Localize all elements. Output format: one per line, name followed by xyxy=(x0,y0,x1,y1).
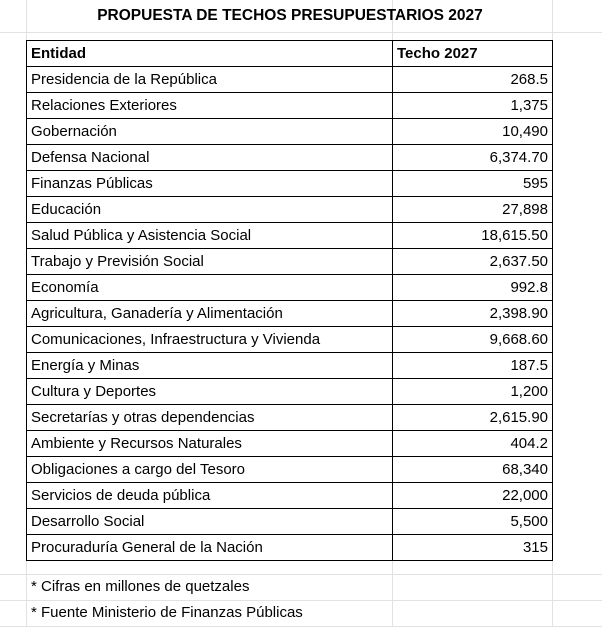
table-row xyxy=(27,119,553,145)
cell-value[interactable]: 1,375 xyxy=(393,93,553,119)
cell-value[interactable]: 5,500 xyxy=(393,509,553,535)
cell-entity[interactable]: Educación xyxy=(27,197,393,223)
column-header-entity[interactable]: Entidad xyxy=(27,41,393,67)
table-row xyxy=(27,197,553,223)
cell-entity[interactable]: Obligaciones a cargo del Tesoro xyxy=(27,457,393,483)
grid-line xyxy=(0,574,602,575)
cell-entity[interactable]: Presidencia de la República xyxy=(27,67,393,93)
table-row xyxy=(27,275,553,301)
table-row xyxy=(27,249,553,275)
header-row xyxy=(27,41,553,67)
cell-entity[interactable]: Relaciones Exteriores xyxy=(27,93,393,119)
grid-line xyxy=(0,600,602,601)
cell-value[interactable]: 10,490 xyxy=(393,119,553,145)
table-row xyxy=(27,353,553,379)
table-row xyxy=(27,509,553,535)
cell-entity[interactable]: Servicios de deuda pública xyxy=(27,483,393,509)
cell-entity[interactable]: Agricultura, Ganadería y Alimentación xyxy=(27,301,393,327)
cell-value[interactable]: 315 xyxy=(393,535,553,561)
table-row xyxy=(27,171,553,197)
cell-value[interactable]: 2,615.90 xyxy=(393,405,553,431)
cell-value[interactable]: 268.5 xyxy=(393,67,553,93)
cell-entity[interactable]: Cultura y Deportes xyxy=(27,379,393,405)
cell-value[interactable]: 22,000 xyxy=(393,483,553,509)
table-row xyxy=(27,223,553,249)
grid-line xyxy=(0,32,602,33)
cell-value[interactable]: 595 xyxy=(393,171,553,197)
cell-value[interactable]: 2,637.50 xyxy=(393,249,553,275)
cell-value[interactable]: 187.5 xyxy=(393,353,553,379)
table-row xyxy=(27,431,553,457)
table-row xyxy=(27,67,553,93)
cell-entity[interactable]: Trabajo y Previsión Social xyxy=(27,249,393,275)
cell-value[interactable]: 2,398.90 xyxy=(393,301,553,327)
cell-value[interactable]: 404.2 xyxy=(393,431,553,457)
cell-entity[interactable]: Desarrollo Social xyxy=(27,509,393,535)
cell-value[interactable]: 68,340 xyxy=(393,457,553,483)
cell-entity[interactable]: Gobernación xyxy=(27,119,393,145)
table-row xyxy=(27,327,553,353)
table-row xyxy=(27,457,553,483)
cell-value[interactable]: 992.8 xyxy=(393,275,553,301)
note-source[interactable]: * Fuente Ministerio de Finanzas Públicas xyxy=(31,604,303,621)
table-row xyxy=(27,379,553,405)
cell-entity[interactable]: Finanzas Públicas xyxy=(27,171,393,197)
cell-entity[interactable]: Economía xyxy=(27,275,393,301)
cell-entity[interactable]: Defensa Nacional xyxy=(27,145,393,171)
cell-entity[interactable]: Ambiente y Recursos Naturales xyxy=(27,431,393,457)
cell-value[interactable]: 6,374.70 xyxy=(393,145,553,171)
table-row xyxy=(27,405,553,431)
cell-entity[interactable]: Secretarías y otras dependencias xyxy=(27,405,393,431)
budget-table xyxy=(26,40,553,561)
column-header-value[interactable]: Techo 2027 xyxy=(393,41,553,67)
cell-entity[interactable]: Comunicaciones, Infraestructura y Vivienda xyxy=(27,327,393,353)
cell-entity[interactable]: Salud Pública y Asistencia Social xyxy=(27,223,393,249)
cell-entity[interactable]: Procuraduría General de la Nación xyxy=(27,535,393,561)
table-row xyxy=(27,93,553,119)
sheet-title[interactable]: PROPUESTA DE TECHOS PRESUPUESTARIOS 2027 xyxy=(97,7,483,24)
cell-value[interactable]: 9,668.60 xyxy=(393,327,553,353)
table-row xyxy=(27,483,553,509)
cell-value[interactable]: 27,898 xyxy=(393,197,553,223)
note-units[interactable]: * Cifras en millones de quetzales xyxy=(31,578,250,595)
cell-value[interactable]: 1,200 xyxy=(393,379,553,405)
cell-entity[interactable]: Energía y Minas xyxy=(27,353,393,379)
cell-value[interactable]: 18,615.50 xyxy=(393,223,553,249)
table-row xyxy=(27,301,553,327)
table-row xyxy=(27,535,553,561)
table-row xyxy=(27,145,553,171)
